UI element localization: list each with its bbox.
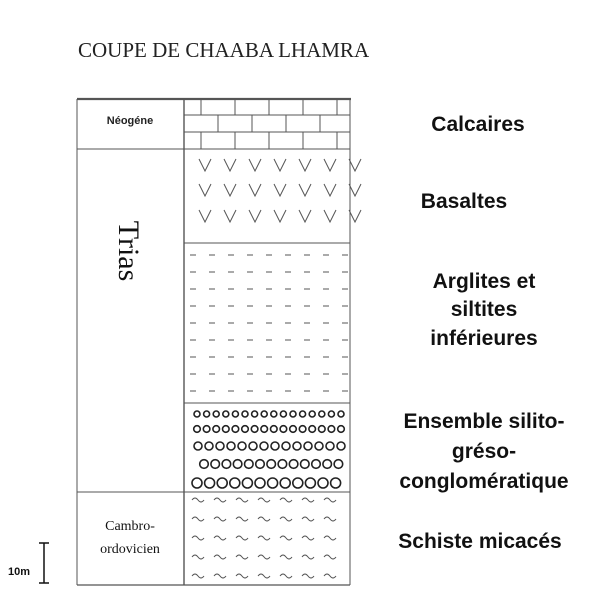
lithology-label-argilites-line2: siltites (450, 298, 518, 321)
conglomerate-pebble-symbol (271, 442, 279, 450)
conglomerate-pebble-symbol (337, 442, 345, 450)
schist-wave-symbol (236, 536, 248, 540)
schist-wave-symbol (214, 517, 226, 521)
conglomerate-pebble-symbol (318, 478, 328, 488)
era-label-trias: Trias (112, 220, 145, 282)
lithology-label-ensemble-line1: Ensemble silito- (403, 410, 565, 433)
basalt-v-symbol (324, 159, 336, 171)
conglomerate-pebble-symbol (278, 460, 287, 469)
conglomerate-pebble-symbol (255, 478, 265, 488)
conglomerate-pebble-symbol (230, 478, 240, 488)
schist-wave-symbol (280, 574, 292, 578)
schist-wave-symbol (192, 517, 204, 521)
conglomerate-pebble-symbol (249, 442, 257, 450)
schist-wave-symbol (192, 536, 204, 540)
schist-wave-symbol (280, 536, 292, 540)
schist-wave-symbol (302, 498, 314, 502)
lithology-label-basaltes: Basaltes (420, 190, 508, 213)
conglomerate-pebble-symbol (261, 411, 267, 417)
conglomerate-pebble-symbol (326, 442, 334, 450)
basalt-v-symbol (224, 184, 236, 196)
conglomerate-pebble-symbol (194, 411, 200, 417)
conglomerate-pebble-symbol (205, 478, 215, 488)
era-label-neogene: Néogéne (106, 115, 154, 127)
basalt-v-symbol (274, 159, 286, 171)
schist-wave-symbol (324, 517, 336, 521)
schist-wave-symbol (214, 498, 226, 502)
conglomerate-pebble-symbol (267, 460, 276, 469)
conglomerate-pebble-symbol (242, 478, 252, 488)
schist-wave-symbol (258, 498, 270, 502)
schist-wave-symbol (258, 574, 270, 578)
conglomerate-pebble-symbol (204, 411, 210, 417)
conglomerate-pebble-symbol (260, 442, 268, 450)
basalt-v-symbol (299, 159, 311, 171)
lithology-patterns (184, 99, 361, 578)
schist-wave-symbol (214, 555, 226, 559)
schist-wave-symbol (324, 555, 336, 559)
schist-wave-symbol (302, 555, 314, 559)
conglomerate-pebble-symbol (242, 426, 249, 433)
schist-wave-symbol (280, 555, 292, 559)
basalt-v-symbol (249, 159, 261, 171)
conglomerate-pebble-symbol (315, 442, 323, 450)
conglomerate-pebble-symbol (290, 411, 296, 417)
schist-wave-symbol (236, 555, 248, 559)
conglomerate-pebble-symbol (245, 460, 254, 469)
conglomerate-pebble-symbol (300, 411, 306, 417)
basalt-v-symbol (249, 184, 261, 196)
schist-wave-symbol (324, 498, 336, 502)
basalt-v-symbol (199, 159, 211, 171)
conglomerate-pebble-symbol (323, 460, 332, 469)
conglomerate-pebble-symbol (289, 460, 298, 469)
conglomerate-pebble-symbol (331, 478, 341, 488)
schist-wave-symbol (280, 517, 292, 521)
schist-wave-symbol (236, 517, 248, 521)
basalt-v-symbol (199, 184, 211, 196)
schist-wave-symbol (258, 555, 270, 559)
conglomerate-pebble-symbol (338, 426, 345, 433)
conglomerate-pebble-symbol (280, 426, 287, 433)
schist-wave-symbol (192, 498, 204, 502)
conglomerate-pebble-symbol (205, 442, 213, 450)
schist-wave-symbol (324, 574, 336, 578)
schist-wave-symbol (302, 517, 314, 521)
conglomerate-pebble-symbol (217, 478, 227, 488)
era-label-cambro-line1: Cambro- (105, 519, 155, 534)
diagram-title: COUPE DE CHAABA LHAMRA (78, 38, 370, 62)
conglomerate-pebble-symbol (319, 411, 325, 417)
lithology-label-ensemble-line3: conglomératique (399, 470, 569, 493)
schist-wave-symbol (192, 574, 204, 578)
conglomerate-pebble-symbol (268, 478, 278, 488)
era-label-cambro-line2: ordovicien (100, 542, 160, 557)
conglomerate-pebble-symbol (271, 411, 277, 417)
basalt-v-symbol (274, 210, 286, 222)
schist-wave-symbol (258, 517, 270, 521)
column-frame (77, 99, 351, 585)
schist-wave-symbol (324, 536, 336, 540)
basalt-v-symbol (324, 210, 336, 222)
schist-wave-symbol (258, 536, 270, 540)
conglomerate-pebble-symbol (301, 460, 310, 469)
schist-wave-symbol (236, 574, 248, 578)
conglomerate-pebble-symbol (200, 460, 209, 469)
conglomerate-pebble-symbol (251, 426, 258, 433)
schist-wave-symbol (280, 498, 292, 502)
conglomerate-pebble-symbol (194, 442, 202, 450)
schist-wave-symbol (236, 498, 248, 502)
lithology-label-schiste: Schiste micacés (398, 530, 562, 553)
conglomerate-pebble-symbol (227, 442, 235, 450)
conglomerate-pebble-symbol (271, 426, 278, 433)
schist-wave-symbol (192, 555, 204, 559)
lithology-label-calcaires: Calcaires (431, 113, 525, 136)
basalt-v-symbol (249, 210, 261, 222)
basalt-v-symbol (224, 159, 236, 171)
conglomerate-pebble-symbol (293, 442, 301, 450)
conglomerate-pebble-symbol (216, 442, 224, 450)
conglomerate-pebble-symbol (203, 426, 210, 433)
conglomerate-pebble-symbol (293, 478, 303, 488)
conglomerate-pebble-symbol (232, 426, 239, 433)
basalt-v-symbol (199, 210, 211, 222)
conglomerate-pebble-symbol (213, 426, 220, 433)
conglomerate-pebble-symbol (223, 426, 230, 433)
conglomerate-pebble-symbol (290, 426, 297, 433)
conglomerate-pebble-symbol (242, 411, 248, 417)
conglomerate-pebble-symbol (305, 478, 315, 488)
conglomerate-pebble-symbol (256, 460, 265, 469)
conglomerate-pebble-symbol (252, 411, 258, 417)
basalt-v-symbol (299, 184, 311, 196)
lithology-label-ensemble-line2: gréso- (451, 440, 517, 463)
conglomerate-pebble-symbol (282, 442, 290, 450)
conglomerate-pebble-symbol (211, 460, 220, 469)
conglomerate-pebble-symbol (319, 426, 326, 433)
conglomerate-pebble-symbol (238, 442, 246, 450)
basalt-v-symbol (299, 210, 311, 222)
conglomerate-pebble-symbol (312, 460, 321, 469)
conglomerate-pebble-symbol (194, 426, 201, 433)
conglomerate-pebble-symbol (299, 426, 306, 433)
schist-wave-symbol (214, 536, 226, 540)
conglomerate-pebble-symbol (328, 411, 334, 417)
basalt-v-symbol (349, 210, 361, 222)
conglomerate-pebble-symbol (309, 411, 315, 417)
conglomerate-pebble-symbol (280, 478, 290, 488)
schist-wave-symbol (302, 574, 314, 578)
conglomerate-pebble-symbol (334, 460, 343, 469)
conglomerate-pebble-symbol (232, 411, 238, 417)
conglomerate-pebble-symbol (328, 426, 335, 433)
schist-wave-symbol (214, 574, 226, 578)
lithology-label-argilites-line1: Arglites et (432, 270, 536, 293)
conglomerate-pebble-symbol (223, 411, 229, 417)
basalt-v-symbol (349, 184, 361, 196)
conglomerate-pebble-symbol (213, 411, 219, 417)
basalt-v-symbol (349, 159, 361, 171)
schist-wave-symbol (302, 536, 314, 540)
basalt-v-symbol (274, 184, 286, 196)
conglomerate-pebble-symbol (233, 460, 242, 469)
conglomerate-pebble-symbol (222, 460, 231, 469)
conglomerate-pebble-symbol (338, 411, 344, 417)
conglomerate-pebble-symbol (280, 411, 286, 417)
lithology-label-argilites-line3: inférieures (430, 327, 538, 350)
basalt-v-symbol (224, 210, 236, 222)
scale-bar-label: 10m (8, 566, 31, 578)
scale-bar (39, 543, 49, 583)
conglomerate-pebble-symbol (304, 442, 312, 450)
conglomerate-pebble-symbol (192, 478, 202, 488)
conglomerate-pebble-symbol (261, 426, 268, 433)
conglomerate-pebble-symbol (309, 426, 316, 433)
basalt-v-symbol (324, 184, 336, 196)
